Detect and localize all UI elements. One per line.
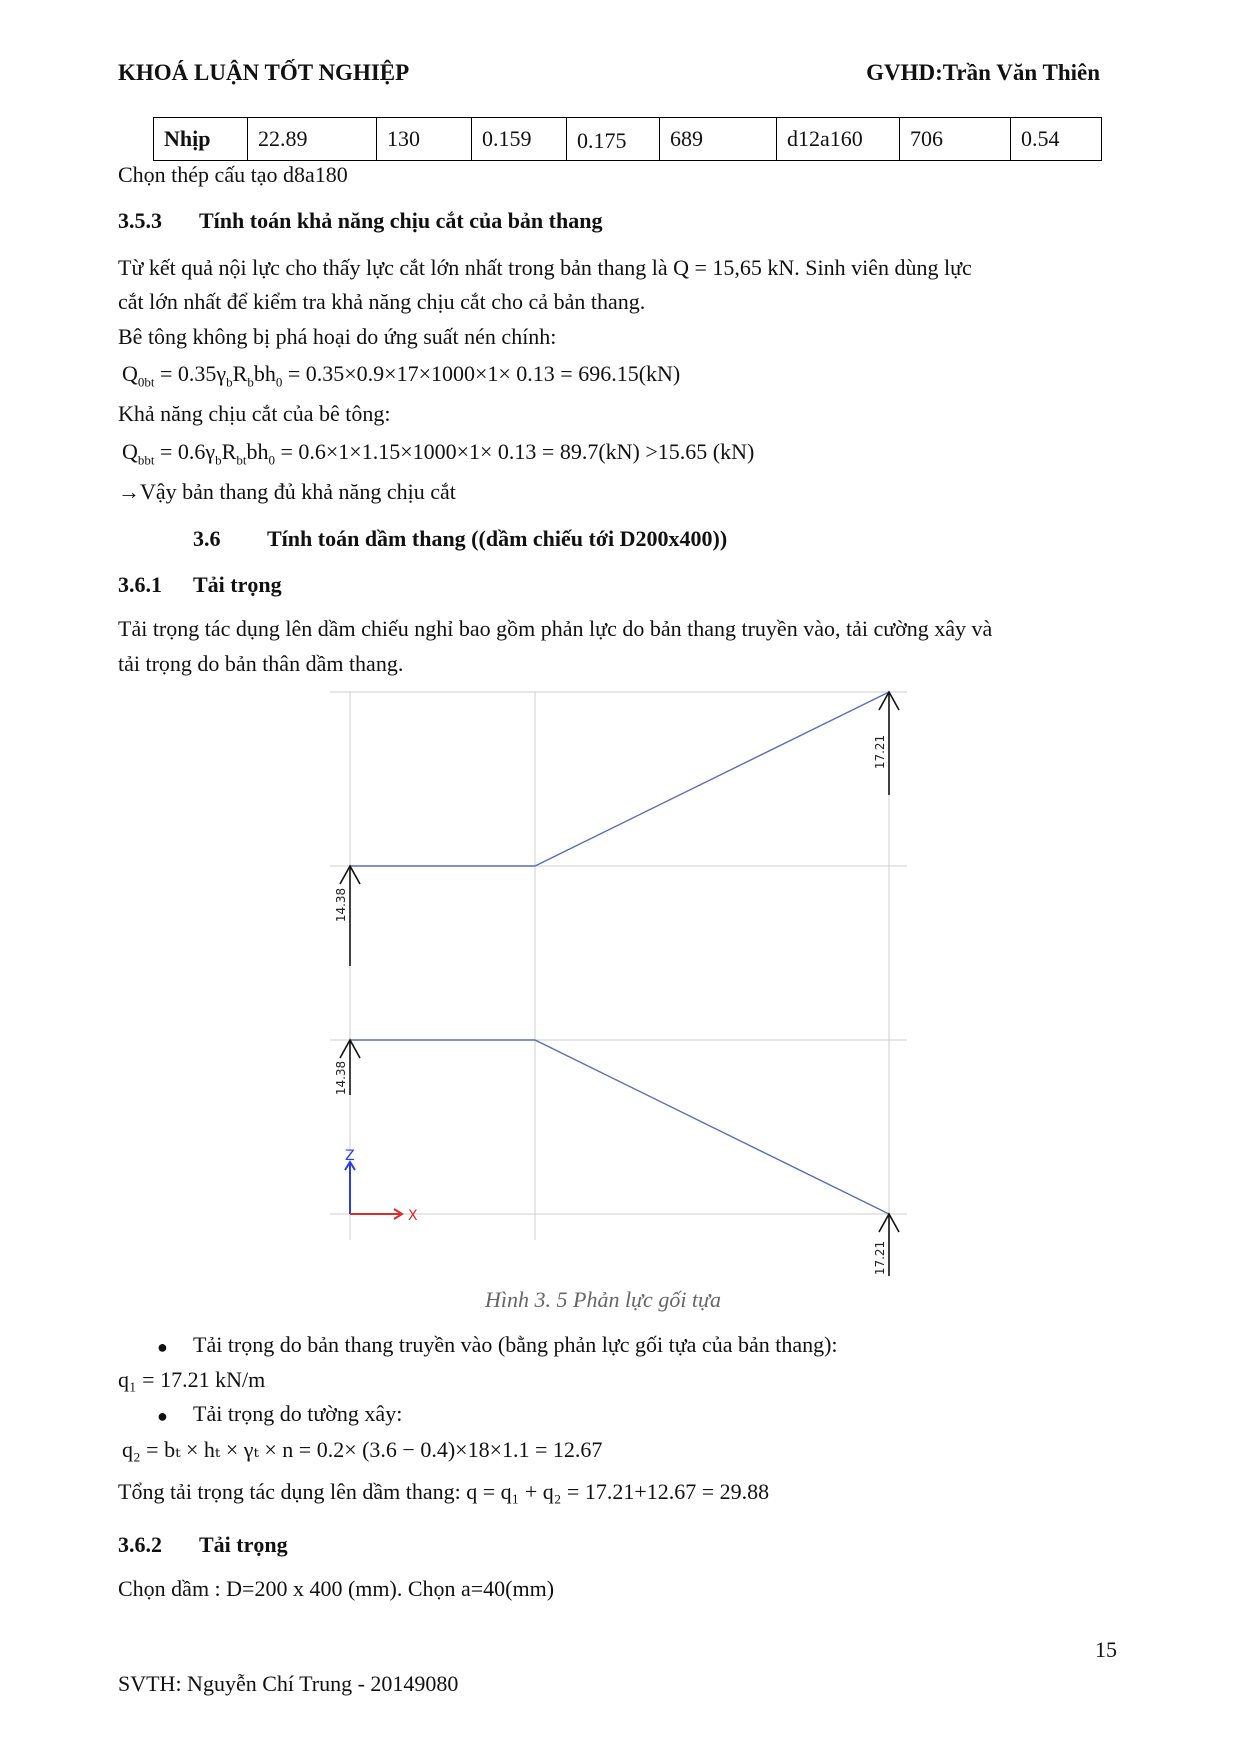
reaction-label: 17.21 — [873, 734, 887, 770]
paragraph-total-load: Tổng tải trọng tác dụng lên dầm thang: q = q₁ + q₂ = 17.21+12.67 = 29.88 — [118, 1479, 770, 1504]
z-axis-label: Z — [345, 1148, 355, 1164]
table-cell: 706 — [900, 118, 1011, 161]
header-left: KHOÁ LUẬN TỐT NGHIỆP — [118, 60, 410, 85]
section-title: Tính toán dầm thang ((dầm chiếu tới D200x400)) — [267, 526, 728, 551]
formula-sub: bt — [236, 452, 247, 468]
x-axis-label: X — [408, 1208, 418, 1224]
bullet-icon: ● — [157, 1337, 168, 1357]
paragraph-conclusion: →Vậy bản thang đủ khả năng chịu cắt — [118, 479, 456, 504]
table-cell: 130 — [377, 118, 472, 161]
table-cell: 689 — [660, 118, 777, 161]
table-cell: d12a160 — [777, 118, 900, 161]
formula-text: bh — [246, 439, 269, 464]
formula-text: Q — [122, 439, 138, 464]
formula-text: Q — [122, 361, 138, 386]
paragraph: Chọn dầm : D=200 x 400 (mm). Chọn a=40(mm) — [118, 1576, 555, 1601]
formula-text: = 0.35×0.9×17×1000×1× 0.13 = 696.15(kN) — [282, 361, 681, 386]
reaction-labels — [334, 735, 887, 1275]
formula-text: R — [232, 361, 248, 386]
paragraph: Bê tông không bị phá hoại do ứng suất nén chính: — [118, 324, 557, 349]
formula-sub: bbt — [137, 452, 155, 468]
support-reaction-figure — [330, 688, 910, 1288]
formula-sub: b — [215, 452, 222, 468]
formula-text: = 0.35γ — [154, 361, 227, 386]
bullet-icon: ● — [157, 1406, 168, 1426]
reaction-diagram — [350, 692, 889, 1214]
formula-sub: 0 — [268, 452, 275, 468]
paragraph-chon-thep: Chọn thép cấu tạo d8a180 — [118, 162, 348, 187]
formula-sub: b — [226, 374, 233, 390]
table-cell: 22.89 — [248, 118, 377, 161]
bullet-item: Tải trọng do tường xây: — [193, 1401, 403, 1426]
table-row — [154, 118, 1102, 161]
formula-sub: 0bt — [137, 374, 155, 390]
footer-author: SVTH: Nguyễn Chí Trung - 20149080 — [118, 1671, 459, 1696]
reaction-label: 17.21 — [873, 1240, 887, 1276]
formula-text: bh — [253, 361, 276, 386]
section-number: 3.6.1 — [118, 572, 162, 597]
grid — [330, 692, 907, 1240]
formula-q0bt — [122, 361, 680, 395]
formula-text: = 0.6×1×1.15×1000×1× 0.13 = 89.7(kN) >15.65 (kN) — [274, 439, 755, 464]
paragraph-q1: q₁ = 17.21 kN/m — [118, 1367, 266, 1392]
section-title: Tải trọng — [193, 572, 282, 597]
bullet-item: Tải trọng do bản thang truyền vào (bằng phản lực gối tựa của bản thang): — [193, 1332, 838, 1357]
table-cell: 0.175 — [567, 118, 660, 161]
axis-triad — [345, 1148, 418, 1224]
reaction-label: 14.38 — [334, 1060, 348, 1096]
paragraph: tải trọng do bản thân dầm thang. — [118, 651, 404, 676]
reaction-arrows — [340, 692, 899, 1276]
upper-reaction-line — [350, 692, 889, 866]
table-cell: Nhịp — [154, 118, 248, 161]
formula-sub: b — [247, 374, 254, 390]
formula-sub: 0 — [275, 374, 283, 390]
section-title: Tính toán khả năng chịu cắt của bản thang — [199, 208, 603, 233]
paragraph: cắt lớn nhất để kiểm tra khả năng chịu cắt cho cả bản thang. — [118, 289, 646, 314]
reaction-label: 14.38 — [334, 887, 348, 923]
section-number: 3.6 — [193, 526, 221, 551]
formula-qbbt — [122, 439, 754, 473]
lower-reaction-line — [350, 1040, 889, 1214]
paragraph: Từ kết quả nội lực cho thấy lực cắt lớn nhất trong bản thang là Q = 15,65 kN. Sinh viên dùng lực — [118, 255, 972, 280]
paragraph: Tải trọng tác dụng lên dầm chiếu nghỉ bao gồm phản lực do bản thang truyền vào, tải cường xây và — [118, 616, 993, 641]
header-right: GVHD:Trần Văn Thiên — [866, 60, 1100, 85]
section-title: Tải trọng — [199, 1532, 288, 1557]
section-number: 3.5.3 — [118, 208, 162, 233]
formula-text: = 0.6γ — [154, 439, 216, 464]
paragraph: Khả năng chịu cắt của bê tông: — [118, 401, 391, 426]
section-number: 3.6.2 — [118, 1532, 162, 1557]
table-cell: 0.54 — [1011, 118, 1102, 161]
figure-caption: Hình 3. 5 Phản lực gối tựa — [485, 1287, 722, 1312]
formula-q2: q₂ = bₜ × hₜ × γₜ × n = 0.2× (3.6 − 0.4)×18×1.1 = 12.67 — [122, 1437, 603, 1462]
result-table — [153, 117, 1102, 161]
table-cell: 0.159 — [472, 118, 567, 161]
page-number: 15 — [1095, 1637, 1117, 1662]
formula-text: R — [221, 439, 237, 464]
